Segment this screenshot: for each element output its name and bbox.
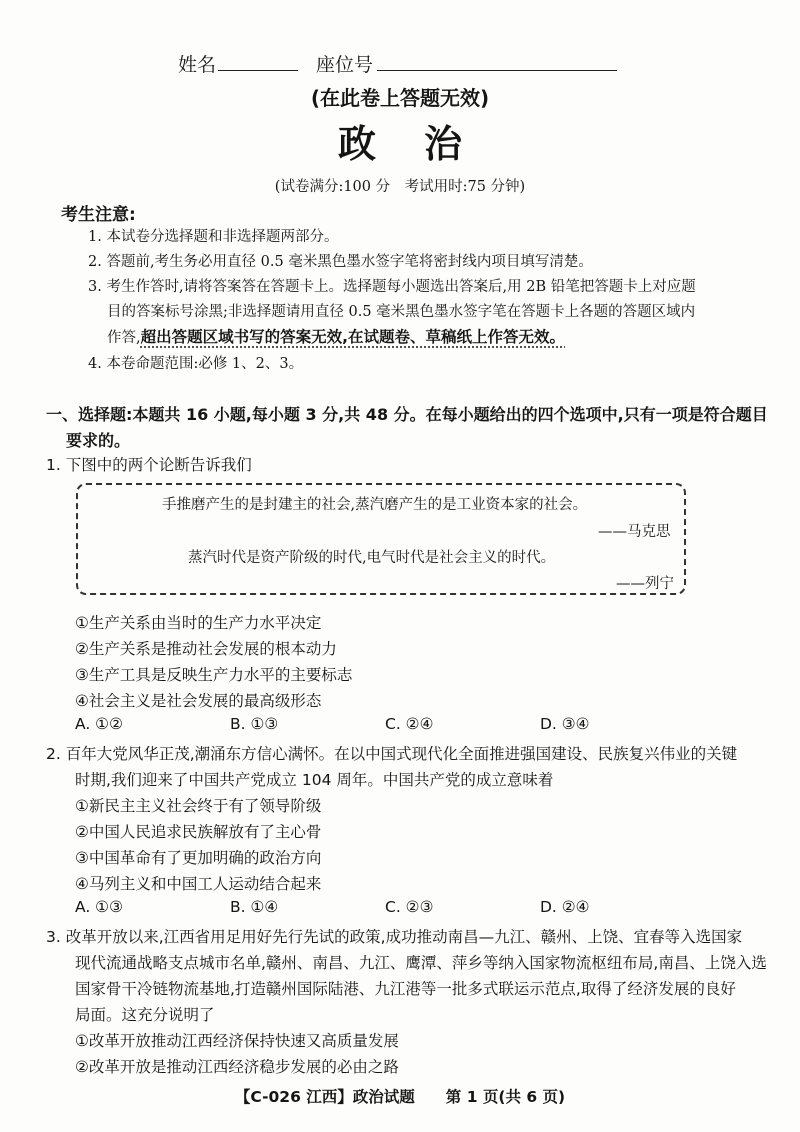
- notice-item: 4. 本卷命题范围:必修 1、2、3。: [88, 356, 304, 372]
- q2-statement: ②中国人民追求民族解放有了主心骨: [75, 823, 322, 841]
- q1-option-b: B. ①③: [230, 715, 279, 733]
- subject-title: 政治: [337, 121, 510, 166]
- notice-emphasis: 超出答题区域书写的答案无效,在试题卷、草稿纸上作答无效。: [140, 328, 565, 346]
- q1-stem: 1. 下图中的两个论断告诉我们: [46, 456, 252, 474]
- q2-option-a: A. ①③: [75, 898, 123, 916]
- q3-stem: 3. 改革开放以来,江西省用足用好先行先试的政策,成功推动南昌—九江、赣州、上饶、宜春等入选国家: [46, 928, 743, 946]
- q2-statement: ①新民主主义社会终于有了领导阶级: [75, 797, 322, 815]
- q2-option-c: C. ②③: [385, 898, 434, 916]
- q1-statement: ①生产关系由当时的生产力水平决定: [75, 614, 322, 632]
- q2-option-d: D. ②④: [540, 898, 590, 916]
- quote-author-marx: ——马克思: [598, 524, 671, 540]
- q1-option-a: A. ①②: [75, 715, 123, 733]
- quote-marx: 手推磨产生的是封建主的社会,蒸汽磨产生的是工业资本家的社会。: [162, 497, 588, 513]
- notice-item: 3. 考生作答时,请将答案答在答题卡上。选择题每小题选出答案后,用 2B 铅笔把答题卡上对应题: [88, 279, 696, 295]
- notice-item: 1. 本试卷分选择题和非选择题两部分。: [88, 229, 339, 245]
- notice-item: 目的答案标号涂黑;非选择题请用直径 0.5 毫米黑色墨水签字笔在答题卡上各题的答题区域内: [107, 304, 696, 320]
- q2-stem-cont: 时期,我们迎来了中国共产党成立 104 周年。中国共产党的成立意味着: [75, 771, 554, 789]
- footer-code: 【C-026 江西】政治试题: [234, 1088, 415, 1106]
- seat-label: 座位号: [316, 54, 374, 76]
- name-blank: [218, 70, 298, 71]
- q3-stem-cont: 国家骨干冷链物流基地,打造赣州国际陆港、九江港等一批多式联运示范点,取得了经济发展的良好: [75, 980, 736, 998]
- q3-stem-cont: 现代流通战略支点城市名单,赣州、南昌、九江、鹰潭、萍乡等纳入国家物流枢纽布局,南昌、上饶入选: [75, 954, 767, 972]
- invalid-notice: (在此卷上答题无效): [310, 86, 490, 110]
- notice-item: 作答,: [107, 330, 141, 346]
- q3-statement: ②改革开放是推动江西经济稳步发展的必由之路: [75, 1058, 399, 1076]
- quote-author-lenin: ——列宁: [616, 576, 674, 592]
- q2-option-b: B. ①④: [230, 898, 279, 916]
- section-heading: 一、选择题:本题共 16 小题,每小题 3 分,共 48 分。在每小题给出的四个选项中,只有一项是符合题目: [46, 405, 768, 424]
- name-label: 姓名: [178, 54, 217, 76]
- q2-statement: ④马列主义和中国工人运动结合起来: [75, 875, 322, 893]
- notice-title: 考生注意:: [61, 205, 136, 225]
- q2-stem: 2. 百年大党风华正茂,潮涌东方信心满怀。在以中国式现代化全面推进强国建设、民族复兴伟业的关键: [46, 745, 738, 763]
- notice-item-line: [107, 325, 565, 347]
- notice-item: 2. 答题前,考生务必用直径 0.5 毫米黑色墨水签字笔将密封线内项目填写清楚。: [88, 254, 593, 270]
- q1-statement: ③生产工具是反映生产力水平的主要标志: [75, 666, 353, 684]
- section-heading-cont: 要求的。: [66, 431, 131, 450]
- q1-option-c: C. ②④: [385, 715, 434, 733]
- footer-page: 第 1 页(共 6 页): [445, 1088, 566, 1106]
- page-footer: [0, 1085, 800, 1107]
- exam-meta: (试卷满分:100 分 考试用时:75 分钟): [274, 179, 526, 195]
- q1-option-d: D. ③④: [540, 715, 590, 733]
- q3-statement: ①改革开放推动江西经济保持快速又高质量发展: [75, 1032, 399, 1050]
- q1-statement: ④社会主义是社会发展的最高级形态: [75, 692, 322, 710]
- quote-lenin: 蒸汽时代是资产阶级的时代,电气时代是社会主义的时代。: [188, 550, 556, 566]
- q3-stem-cont: 局面。这充分说明了: [75, 1006, 215, 1024]
- q2-statement: ③中国革命有了更加明确的政治方向: [75, 849, 322, 867]
- seat-blank: [377, 70, 617, 71]
- q1-statement: ②生产关系是推动社会发展的根本动力: [75, 640, 337, 658]
